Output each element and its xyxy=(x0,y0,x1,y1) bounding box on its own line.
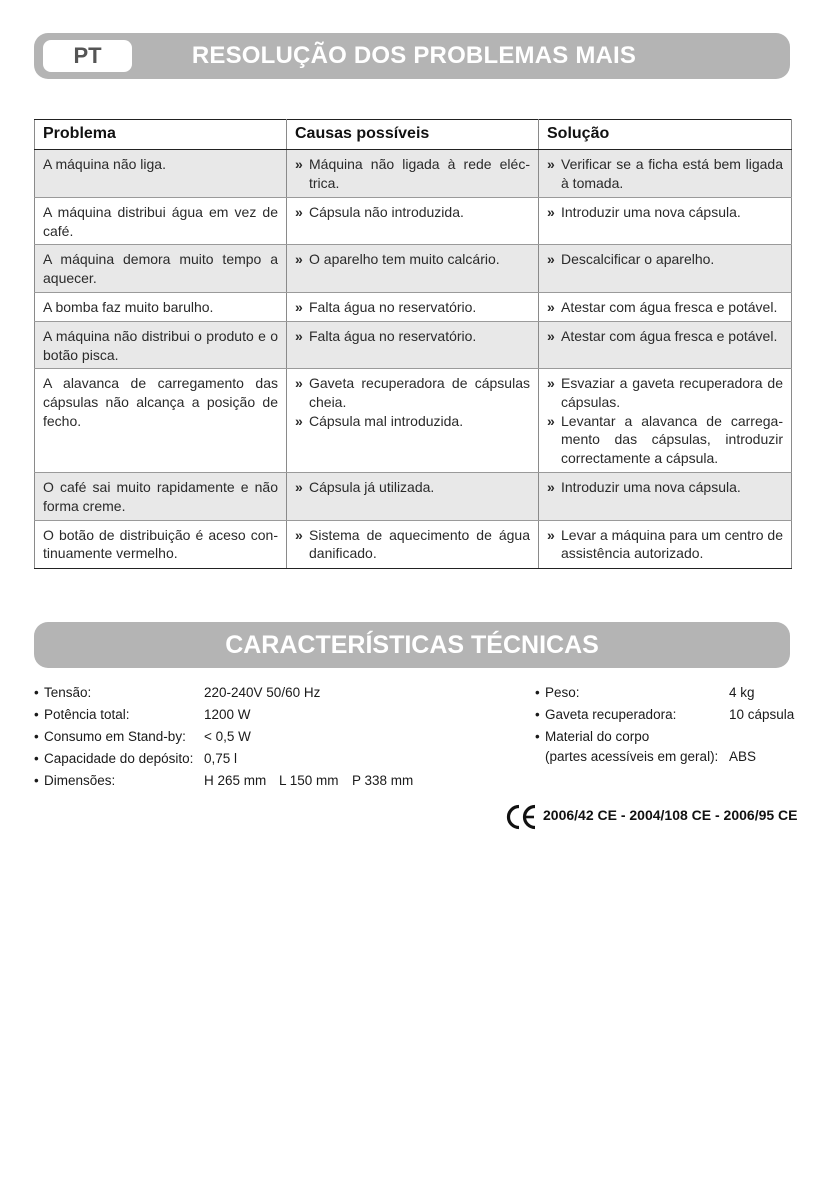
spec-label: Peso: xyxy=(545,685,580,700)
solution-cell xyxy=(539,473,792,520)
arrow-marker-icon: » xyxy=(547,204,555,220)
solution-text: Verificar se a ficha está bem ligada à tomada. xyxy=(561,156,783,191)
section-banner-troubleshooting xyxy=(34,33,790,115)
spec-value: 0,75 l xyxy=(204,751,238,766)
arrow-marker-icon: » xyxy=(295,204,303,220)
cause-text: Gaveta recuperadora de cápsulas cheia. xyxy=(309,375,530,410)
cause-text: Máquina não ligada à rede eléc-trica. xyxy=(309,156,530,191)
arrow-marker-icon: » xyxy=(295,526,303,543)
arrow-marker-icon: » xyxy=(547,375,555,392)
spec-value-height: H 265 mm xyxy=(204,773,267,788)
bullet-icon: • xyxy=(34,685,39,700)
column-header-causes: Causas possíveis xyxy=(287,120,539,150)
causes-cell xyxy=(287,198,539,245)
solution-text: Atestar com água fresca e potável. xyxy=(561,328,778,345)
section-title: CARACTERÍSTICAS TÉCNICAS xyxy=(225,631,599,659)
solution-text: Introduzir uma nova cápsula. xyxy=(561,479,741,496)
directives-text: 2006/42 CE - 2004/108 CE - 2006/95 CE xyxy=(543,807,798,823)
spec-row-power xyxy=(34,707,454,729)
spec-label: Capacidade do depósito: xyxy=(44,751,194,766)
spec-row-weight xyxy=(535,685,795,707)
spec-label: (partes acessíveis em geral): xyxy=(545,749,719,764)
solution-text: Introduzir uma nova cápsula. xyxy=(561,204,741,220)
arrow-marker-icon: » xyxy=(547,526,555,543)
arrow-marker-icon: » xyxy=(295,479,303,496)
table-row xyxy=(35,293,792,322)
table-row xyxy=(35,150,792,198)
section-banner-technical xyxy=(34,622,790,668)
causes-cell xyxy=(287,150,539,198)
solution-cell xyxy=(539,369,792,473)
causes-cell xyxy=(287,473,539,520)
table-row xyxy=(35,369,792,473)
arrow-marker-icon: » xyxy=(547,251,555,268)
section-title: RESOLUÇÃO DOS PROBLEMAS MAIS COMUNS xyxy=(191,42,637,115)
arrow-marker-icon: » xyxy=(295,375,303,392)
solution-text: Atestar com água fresca e potável. xyxy=(561,299,778,316)
spec-value-depth: P 338 mm xyxy=(352,773,414,788)
spec-row-capacity xyxy=(34,751,454,773)
spec-row-standby xyxy=(34,729,454,751)
arrow-marker-icon: » xyxy=(295,251,303,268)
arrow-marker-icon: » xyxy=(295,328,303,345)
column-header-solution: Solução xyxy=(539,120,792,150)
table-row xyxy=(35,520,792,568)
cause-text: Falta água no reservatório. xyxy=(309,328,477,345)
problem-cell: O botão de distribuição é aceso con-tinuamente vermelho. xyxy=(35,520,287,568)
cause-text: Falta água no reservatório. xyxy=(309,299,477,316)
problem-cell: A máquina não liga. xyxy=(35,150,287,198)
spec-row-material xyxy=(535,729,795,751)
spec-label: Gaveta recuperadora: xyxy=(545,707,677,722)
causes-cell xyxy=(287,369,539,473)
spec-label: Material do corpo xyxy=(545,729,650,744)
cause-text: Cápsula já utilizada. xyxy=(309,479,435,496)
table-row xyxy=(35,322,792,369)
problem-cell: O café sai muito rapidamente e não forma creme. xyxy=(35,473,287,520)
spec-label: Tensão: xyxy=(44,685,92,700)
bullet-icon: • xyxy=(34,773,39,788)
spec-row-material-detail xyxy=(535,749,795,771)
bullet-icon: • xyxy=(535,707,540,722)
solution-text: Descalcificar o aparelho. xyxy=(561,251,715,268)
cause-text: Cápsula mal introduzida. xyxy=(309,412,464,429)
bullet-icon: • xyxy=(34,751,39,766)
spec-row-dimensions xyxy=(34,773,454,795)
bullet-icon: • xyxy=(535,729,540,744)
arrow-marker-icon: » xyxy=(547,412,555,429)
cause-text: O aparelho tem muito calcário. xyxy=(309,251,500,268)
spec-value: < 0,5 W xyxy=(204,729,251,744)
spec-value-length: L 150 mm xyxy=(279,773,339,788)
solution-cell xyxy=(539,322,792,369)
arrow-marker-icon: » xyxy=(295,412,303,429)
arrow-marker-icon: » xyxy=(547,156,555,172)
causes-cell xyxy=(287,245,539,293)
problem-cell: A máquina demora muito tempo a aquecer. xyxy=(35,245,287,293)
cause-text: Sistema de aquecimento de água danificado. xyxy=(309,526,530,562)
problem-cell: A máquina não distribui o produto e o botão pisca. xyxy=(35,322,287,369)
causes-cell xyxy=(287,520,539,568)
solution-cell xyxy=(539,520,792,568)
spec-value: 10 cápsula xyxy=(729,707,795,722)
bullet-icon: • xyxy=(34,707,39,722)
spec-label: Potência total: xyxy=(44,707,130,722)
ce-conformity xyxy=(505,804,798,832)
causes-cell xyxy=(287,322,539,369)
arrow-marker-icon: » xyxy=(295,156,303,172)
problem-cell: A alavanca de carregamento das cápsulas não alcança a posição de fecho. xyxy=(35,369,287,473)
spec-label: Consumo em Stand-by: xyxy=(44,729,186,744)
arrow-marker-icon: » xyxy=(547,328,555,345)
specs-left-column xyxy=(34,685,454,795)
solution-cell xyxy=(539,198,792,245)
table-row xyxy=(35,245,792,293)
language-badge: PT xyxy=(43,40,132,72)
arrow-marker-icon: » xyxy=(295,299,303,316)
spec-value: 4 kg xyxy=(729,685,755,700)
solution-text: Levantar a alavanca de carrega-mento das cápsulas, introduzir correctamente a cápsula. xyxy=(561,412,783,466)
table-header-row xyxy=(35,120,792,150)
column-header-problem: Problema xyxy=(35,120,287,150)
bullet-icon: • xyxy=(34,729,39,744)
problem-cell: A máquina distribui água em vez de café. xyxy=(35,198,287,245)
spec-value: ABS xyxy=(729,749,757,764)
spec-label: Dimensões: xyxy=(44,773,116,788)
arrow-marker-icon: » xyxy=(547,299,555,316)
solution-cell xyxy=(539,245,792,293)
ce-mark-icon xyxy=(505,804,539,830)
spec-row-drawer xyxy=(535,707,795,729)
solution-text: Esvaziar a gaveta recuperadora de cápsulas. xyxy=(561,375,783,410)
solution-cell xyxy=(539,150,792,198)
table-row xyxy=(35,473,792,520)
cause-text: Cápsula não introduzida. xyxy=(309,204,464,220)
arrow-marker-icon: » xyxy=(547,479,555,496)
spec-value: 1200 W xyxy=(204,707,251,722)
spec-value: 220-240V 50/60 Hz xyxy=(204,685,321,700)
table-row xyxy=(35,198,792,245)
spec-row-voltage xyxy=(34,685,454,707)
solution-text: Levar a máquina para um centro de assistência autorizado. xyxy=(561,526,783,562)
specs-right-column xyxy=(535,685,795,775)
troubleshooting-table xyxy=(34,119,792,569)
causes-cell xyxy=(287,293,539,322)
bullet-icon: • xyxy=(535,685,540,700)
solution-cell xyxy=(539,293,792,322)
problem-cell: A bomba faz muito barulho. xyxy=(35,293,287,322)
